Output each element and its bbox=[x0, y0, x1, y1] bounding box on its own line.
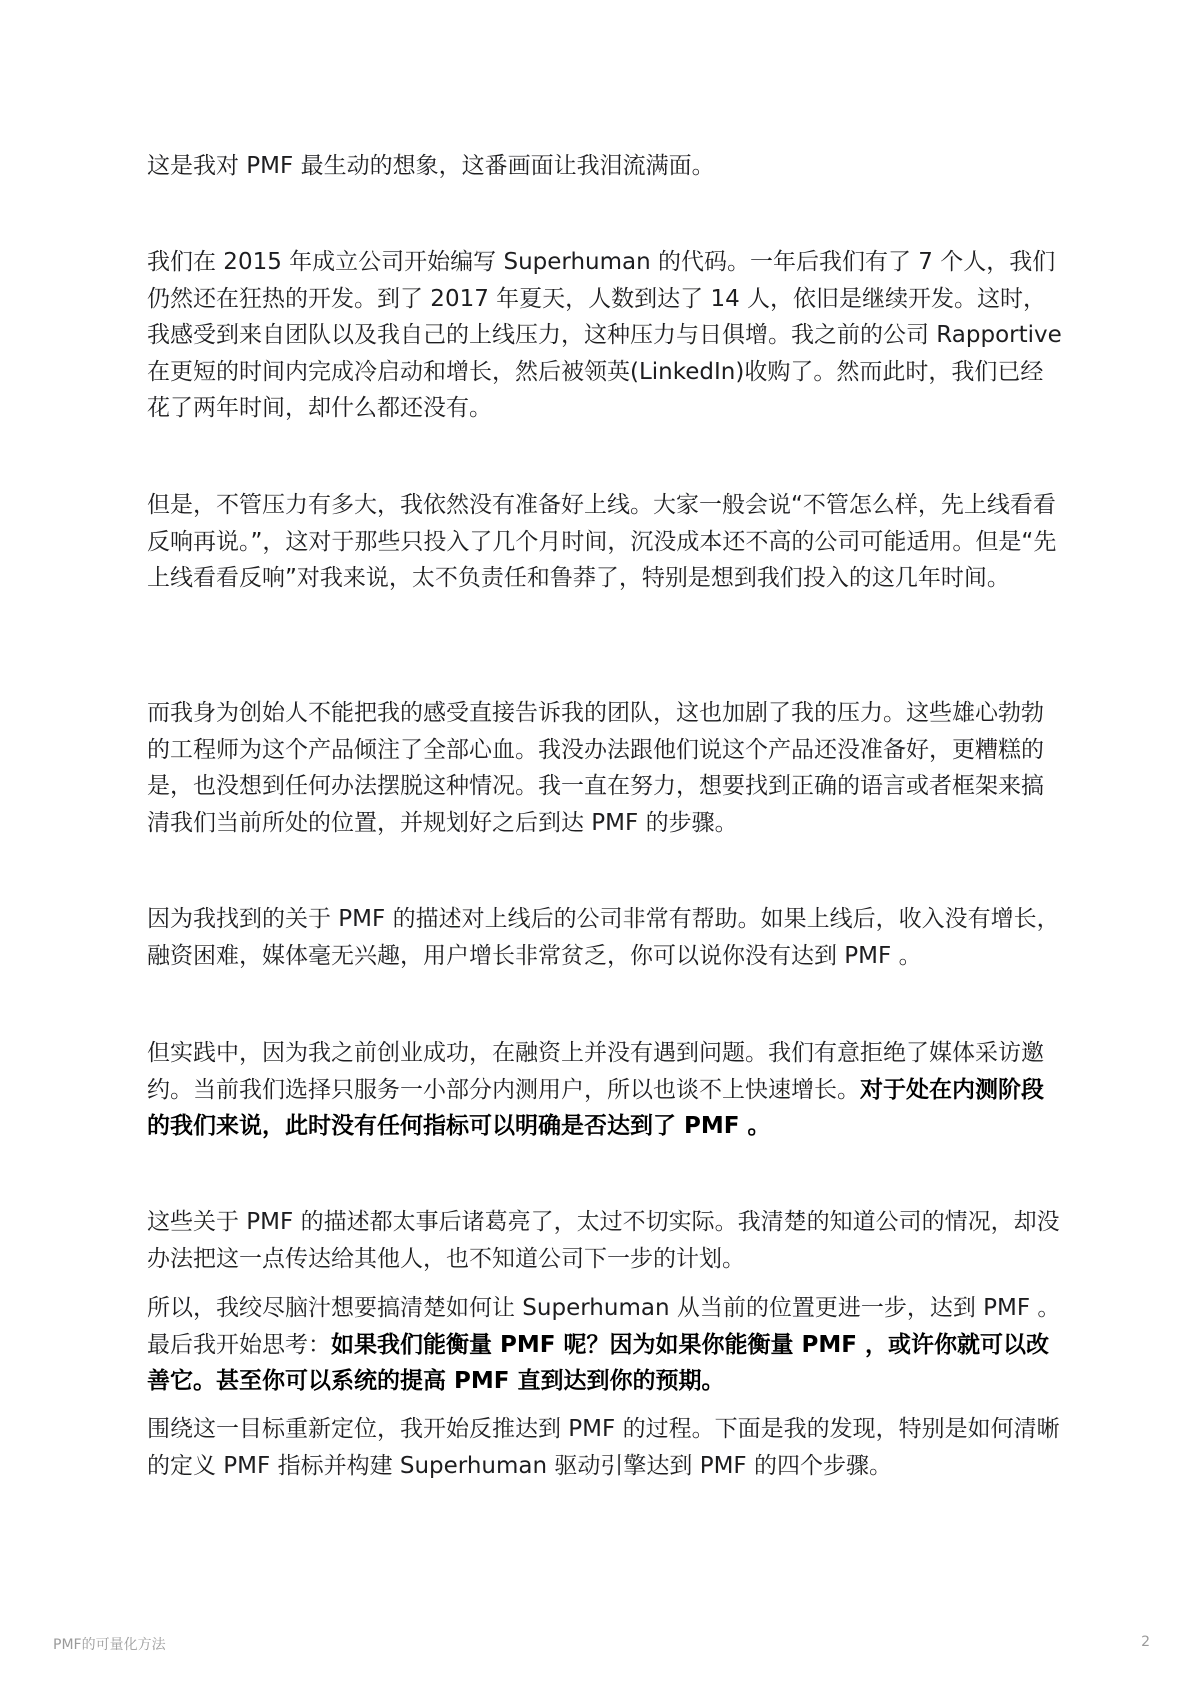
paragraph-text: 但是，不管压力有多大，我依然没有准备好上线。大家一般会说“不管怎么样，先上线看看反响再说。”，这对于那些只投入了几个月时间，沉没成本还不高的公司可能适用。但是“先上线看看反响”对我来说，太不负责任和鲁莽了，特别是想到我们投入的这几年时间。 bbox=[147, 492, 1057, 591]
footer-page-number: 2 bbox=[1141, 1634, 1150, 1650]
paragraph-text: 我们在 2015 年成立公司开始编写 Superhuman 的代码。一年后我们有了 7 个人，我们仍然还在狂热的开发。到了 2017 年夏天，人数到达了 14 人，依旧是继续开发。这时，我感受到来自团队以及我自己的上线压力，这种压力与日俱增。我之前的公司 Rapportive 在更短的时间内完成冷启动和增长，然后被领英(LinkedIn)收购了。然而此时，我们已经花了两年时间，却什么都还没有。 bbox=[147, 249, 1062, 421]
paragraph-text: 因为我找到的关于 PMF 的描述对上线后的公司非常有帮助。如果上线后，收入没有增长，融资困难，媒体毫无兴趣，用户增长非常贫乏，你可以说你没有达到 PMF 。 bbox=[147, 906, 1060, 969]
paragraph-emphasis: 如果我们能衡量 PMF 呢？因为如果你能衡量 PMF ，或许你就可以改善它。甚至你可以系统的提高 PMF 直到达到你的预期。 bbox=[147, 1331, 1049, 1394]
paragraph-text: 这是我对 PMF 最生动的想象，这番画面让我泪流满面。 bbox=[147, 153, 715, 179]
paragraph-text: 而我身为创始人不能把我的感受直接告诉我的团队，这也加剧了我的压力。这些雄心勃勃的工程师为这个产品倾注了全部心血。我没办法跟他们说这个产品还没准备好，更糟糕的是，也没想到任何办法摆脱这种情况。我一直在努力，想要找到正确的语言或者框架来搞清我们当前所处的位置，并规划好之后到达 PMF 的步骤。 bbox=[147, 700, 1044, 836]
paragraph-7 bbox=[147, 1204, 1062, 1277]
paragraph-6 bbox=[147, 1035, 1062, 1145]
paragraph-text: 这些关于 PMF 的描述都太事后诸葛亮了，太过不切实际。我清楚的知道公司的情况，却没办法把这一点传达给其他人，也不知道公司下一步的计划。 bbox=[147, 1209, 1060, 1272]
paragraph-1 bbox=[147, 148, 1062, 185]
paragraph-3 bbox=[147, 487, 1062, 597]
paragraph-9 bbox=[147, 1411, 1062, 1484]
paragraph-text: 围绕这一目标重新定位，我开始反推达到 PMF 的过程。下面是我的发现，特别是如何清晰的定义 PMF 指标并构建 Superhuman 驱动引擎达到 PMF 的四个步骤。 bbox=[147, 1416, 1060, 1479]
paragraph-text: 所以，我绞尽脑汁想要搞清楚如何让 Superhuman 从当前的位置更进一步，达到 PMF 。最后我开始思考： bbox=[147, 1295, 1061, 1358]
paragraph-4 bbox=[147, 695, 1062, 841]
paragraph-emphasis: 对于处在内测阶段的我们来说，此时没有任何指标可以明确是否达到了 PMF 。 bbox=[147, 1076, 1044, 1139]
footer-document-title: PMF的可量化方法 bbox=[53, 1637, 166, 1653]
paragraph-5 bbox=[147, 901, 1062, 974]
paragraph-2 bbox=[147, 244, 1062, 427]
paragraph-8 bbox=[147, 1290, 1062, 1400]
paragraph-text: 但实践中，因为我之前创业成功，在融资上并没有遇到问题。我们有意拒绝了媒体采访邀约。当前我们选择只服务一小部分内测用户，所以也谈不上快速增长。 bbox=[147, 1040, 1044, 1103]
